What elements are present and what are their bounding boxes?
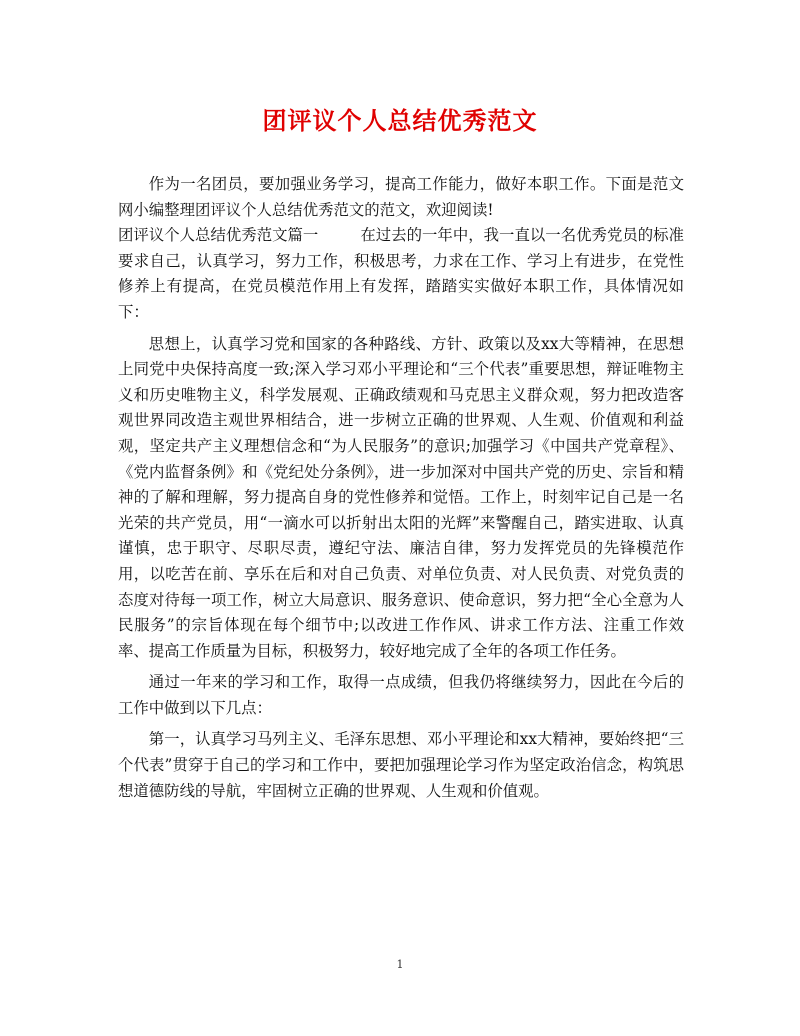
document-title: 团评议个人总结优秀范文 [262,106,538,135]
paragraph-thought-work: 思想上，认真学习党和国家的各种路线、方针、政策以及xx大等精神，在思想上同党中央保持高度一致;深入学习邓小平理论和“三个代表”重要思想，辩证唯物主义和历史唯物主义，科学发展观、正确政绩观和马克思主义群众观，努力把改造客观世界同改造主观世界相结合，进一步树立正确的世界观、人生观、价值观和利益观，坚定共产主义理想信念和“为人民服务”的意识;加强学习《中国共产党章程》、《党内监督条例》和《党纪处分条例》，进一步加深对中国共产党的历史、宗旨和精神的了解和理解，努力提高自身的党性修养和觉悟。工作上，时刻牢记自己是一名光荣的共产党员，用“一滴水可以折射出太阳的光辉”来警醒自己，踏实进取、认真谨慎，忠于职守、尽职尽责，遵纪守法、廉洁自律，努力发挥党员的先锋模范作用，以吃苦在前、享乐在后和对自己负责、对单位负责、对人民负责、对党负责的态度对待每一项工作，树立大局意识、服务意识、使命意识，努力把“全心全意为人民服务”的宗旨体现在每个细节中;以改进工作作风、讲求工作方法、注重工作效率、提高工作质量为目标，积极努力，较好地完成了全年的各项工作任务。 [118,334,684,660]
paragraph-first-point: 第一，认真学习马列主义、毛泽东思想、邓小平理论和xx大精神，要始终把“三个代表”贯穿于自己的学习和工作中，要把加强理论学习作为坚定政治信念，构筑思想道德防线的导航，牢固树立正确的世界观、人生观和价值观。 [118,730,684,800]
page-number: 1 [396,958,404,971]
section-lead: 在过去的一年中，我一直以一名优秀党员的标准要求自己，认真学习，努力工作，积极思考，力求在工作、学习上有进步，在党性修养上有提高，在党员模范作用上有发挥，踏踏实实做好本职工作，具体情况如下： [118,226,684,321]
document-body [118,172,684,804]
paragraph-summary: 通过一年来的学习和工作，取得一点成绩，但我仍将继续努力，因此在今后的工作中做到以下几点： [118,673,684,717]
intro-paragraph: 作为一名团员，要加强业务学习，提高工作能力，做好本职工作。下面是范文网小编整理团评议个人总结优秀范文的范文，欢迎阅读! [118,175,684,219]
section-heading-line [118,223,684,325]
section-heading: 团评议个人总结优秀范文篇一 [118,226,319,245]
